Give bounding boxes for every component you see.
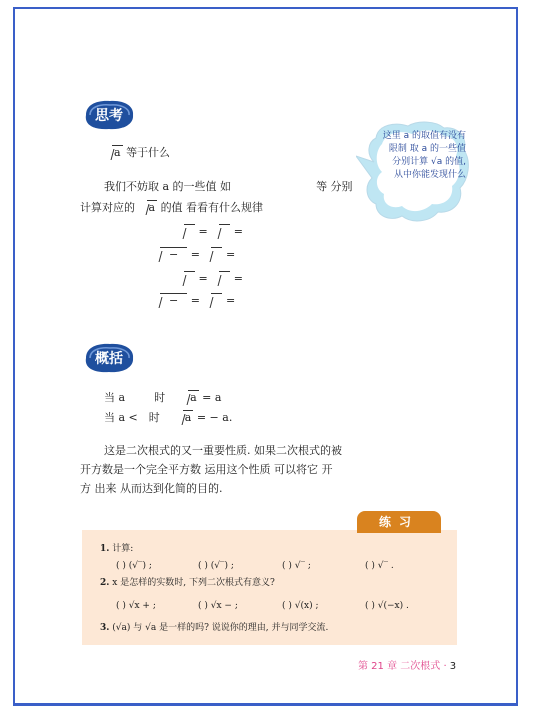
calc-row: = = bbox=[176, 225, 243, 239]
summary-line1: 当 a 时 a = a bbox=[104, 391, 222, 404]
exercise-3: 3. (√a) 与 √a 是一样的吗? 说说你的理由, 并与同学交流. bbox=[100, 623, 329, 633]
exercise-1-item: ( ) √‾ ; bbox=[282, 561, 311, 571]
exercise-2: 2. x 是怎样的实数时, 下列二次根式有意义? bbox=[100, 578, 275, 588]
think-question: a 等于什么 bbox=[104, 146, 170, 160]
thought-bubble bbox=[356, 118, 472, 228]
sqrt-symbol: a bbox=[175, 411, 194, 425]
chapter-label: 第 21 章 二次根式 · bbox=[358, 661, 450, 672]
sqrt-symbol: a bbox=[104, 146, 123, 160]
exercise-1-item: ( ) (√‾) ; bbox=[198, 561, 234, 571]
exercise-2-item: ( ) √(−x) . bbox=[365, 601, 409, 611]
think-badge-label: 思考 bbox=[95, 108, 123, 124]
para2-line3: 方 出来 从而达到化简的目的. bbox=[80, 482, 223, 495]
exercise-1: 1. 计算: bbox=[100, 544, 134, 554]
sqrt-symbol: a bbox=[139, 201, 158, 215]
exercise-2-item: ( ) √x − ; bbox=[198, 601, 238, 611]
para2-line1: 这是二次根式的又一重要性质. 如果二次根式的被 bbox=[104, 444, 342, 457]
para1-line2: 计算对应的 a 的值 看看有什么规律 bbox=[80, 201, 264, 214]
bubble-text: 这里 a 的取值有没有限制 取 a 的一些值 分别计算 √a 的值, 从中你能发现什么 bbox=[382, 131, 466, 180]
summary-badge bbox=[82, 341, 136, 375]
summary-line2: 当 a < 时 a = − a. bbox=[104, 411, 233, 424]
exercise-1-item: ( ) (√‾) ; bbox=[116, 561, 152, 571]
practice-tab: 练习 bbox=[357, 511, 441, 533]
page-footer bbox=[358, 657, 456, 672]
exercise-2-item: ( ) √x + ; bbox=[116, 601, 156, 611]
sqrt-symbol: a bbox=[180, 391, 199, 405]
summary-badge-label: 概括 bbox=[95, 351, 123, 367]
calc-row: − = = bbox=[152, 248, 235, 262]
exercise-2-item: ( ) √(x) ; bbox=[282, 601, 319, 611]
exercise-1-item: ( ) √‾ . bbox=[365, 561, 394, 571]
calc-row: = = bbox=[176, 272, 243, 286]
calc-row: − = = bbox=[152, 294, 235, 308]
para2-line2: 开方数是一个完全平方数 运用这个性质 可以将它 开 bbox=[80, 463, 333, 476]
think-badge bbox=[82, 98, 136, 132]
page-number: 3 bbox=[449, 661, 457, 672]
para1-line1: 我们不妨取 a 的一些值 如 等 分别 bbox=[104, 180, 353, 193]
